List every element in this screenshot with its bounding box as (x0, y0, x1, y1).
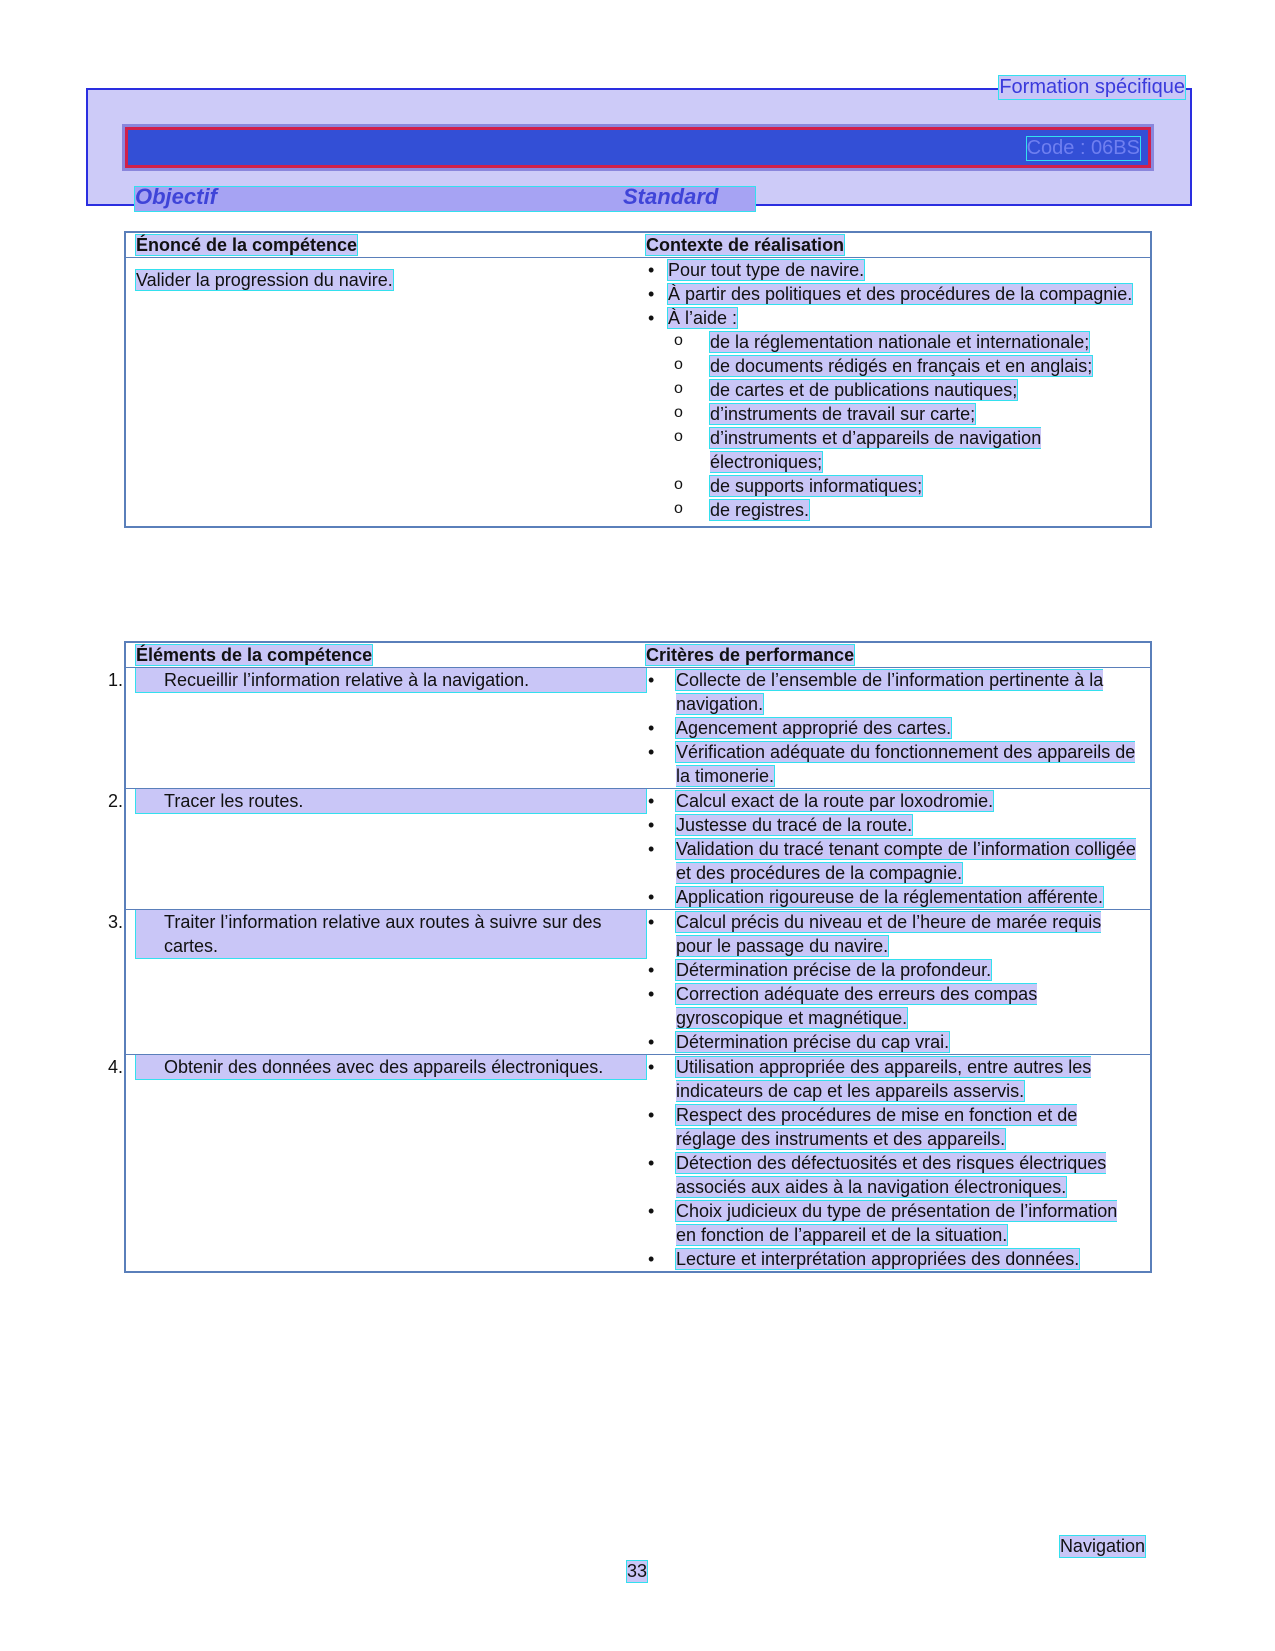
list-item: o de supports informatiques; (668, 474, 1138, 498)
objective-label: Objectif (135, 184, 217, 209)
list-item: • Agencement approprié des cartes. (646, 716, 1138, 740)
list-item: o d’instruments de travail sur carte; (668, 402, 1138, 426)
statement-heading: Énoncé de la compétence (136, 235, 358, 255)
list-item: • Choix judicieux du type de présentation de l’information en fonction de l’appareil et de la situation. (646, 1199, 1138, 1247)
performance-criteria-table (108, 641, 1152, 1273)
criteria-heading: Critères de performance (646, 645, 855, 665)
list-item: • Pour tout type de navire. (646, 258, 1138, 282)
list-item: • Détermination précise de la profondeur. (646, 958, 1138, 982)
context-heading: Contexte de réalisation (646, 235, 845, 255)
table-row (125, 789, 1151, 910)
list-item: • Détection des défectuosités et des risques électriques associés aux aides à la navigation électroniques. (646, 1151, 1138, 1199)
program-code: Code : 06BS (1026, 137, 1140, 159)
list-item: • Vérification adéquate du fonctionnement des appareils de la timonerie. (646, 740, 1138, 788)
elements-heading: Éléments de la compétence (136, 645, 373, 665)
competency-statement-table (124, 231, 1152, 528)
footer-title: Navigation (1059, 1536, 1145, 1556)
criteria-list (646, 789, 1138, 909)
context-list (646, 258, 1138, 522)
list-item: • Correction adéquate des erreurs des compas gyroscopique et magnétique. (646, 982, 1138, 1030)
section-title: Formation spécifique (999, 76, 1185, 98)
page-number: 33 (627, 1561, 648, 1581)
list-item: o de la réglementation nationale et internationale; (668, 330, 1138, 354)
competency-statement: Valider la progression du navire. (136, 270, 393, 290)
list-item: • À l’aide : o de la réglementation nationale et internationale; o de documents rédigés en français et en anglais; o de cartes et de publications nautiques; o d’instruments de travail sur carte; o d’instruments et d’appareils de navigation électroniques; o de supports informatiques; o de registres. (646, 306, 1138, 522)
table-row (125, 1055, 1151, 1273)
table-row (125, 910, 1151, 1055)
list-item: • Justesse du tracé de la route. (646, 813, 1138, 837)
list-item: • Lecture et interprétation appropriées des données. (646, 1247, 1138, 1271)
list-item: o de documents rédigés en français et en anglais; (668, 354, 1138, 378)
list-item: • Détermination précise du cap vrai. (646, 1030, 1138, 1054)
aids-list (668, 330, 1138, 522)
code-bar (125, 127, 1151, 168)
list-item: • Respect des procédures de mise en fonction et de réglage des instruments et des appareils. (646, 1103, 1138, 1151)
list-item: • Application rigoureuse de la réglementation afférente. (646, 885, 1138, 909)
element-text: 3. Traiter l’information relative aux routes à suivre sur des cartes. (136, 910, 646, 958)
list-item: • Calcul précis du niveau et de l’heure de marée requis pour le passage du navire. (646, 910, 1138, 958)
list-item: • Validation du tracé tenant compte de l’information colligée et des procédures de la compagnie. (646, 837, 1138, 885)
criteria-list (646, 668, 1138, 788)
element-text: 2. Tracer les routes. (136, 789, 646, 813)
list-item: • Collecte de l’ensemble de l’information pertinente à la navigation. (646, 668, 1138, 716)
list-item: o de registres. (668, 498, 1138, 522)
standard-label: Standard (623, 184, 719, 209)
table-row (125, 668, 1151, 789)
objective-standard-row (135, 184, 755, 211)
list-item: • À partir des politiques et des procédures de la compagnie. (646, 282, 1138, 306)
element-text: 4. Obtenir des données avec des appareils électroniques. (136, 1055, 646, 1079)
element-text: 1. Recueillir l’information relative à la navigation. (136, 668, 646, 692)
list-item: • Utilisation appropriée des appareils, entre autres les indicateurs de cap et les appareils asservis. (646, 1055, 1138, 1103)
criteria-list (646, 910, 1138, 1054)
list-item: • Calcul exact de la route par loxodromie. (646, 789, 1138, 813)
criteria-list (646, 1055, 1138, 1271)
list-item: o de cartes et de publications nautiques; (668, 378, 1138, 402)
list-item: o d’instruments et d’appareils de navigation électroniques; (668, 426, 1138, 474)
